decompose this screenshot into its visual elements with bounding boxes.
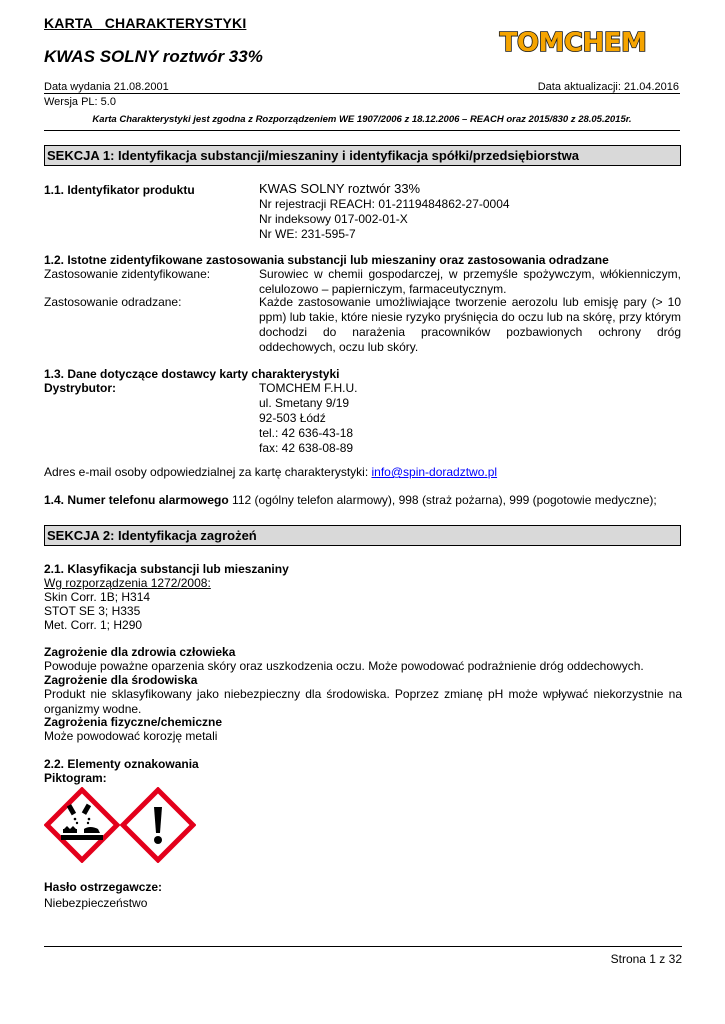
distributor-name: TOMCHEM F.H.U. xyxy=(259,381,358,395)
footer-divider xyxy=(44,946,682,947)
phys-title: Zagrożenia fizyczne/chemiczne xyxy=(44,715,223,729)
section-1-header: SEKCJA 1: Identyfikacja substancji/mieszaniny i identyfikacja spółki/przedsiębiorstwa xyxy=(44,145,681,166)
product-name: KWAS SOLNY roztwór 33% xyxy=(259,181,421,196)
page-number: Strona 1 z 32 xyxy=(610,952,682,966)
header-divider xyxy=(44,93,680,94)
distributor-city: 92-503 Łódź xyxy=(259,411,326,425)
env-text: Produkt nie sklasyfikowany jako niebezpieczny dla środowiska. Poprzez zmianę pH może wpływać niekorzystnie na organizmy wodne. xyxy=(44,687,682,716)
emergency-line xyxy=(44,493,657,508)
uses-advised-label: Zastosowanie odradzane: xyxy=(44,295,182,309)
pictogram-label: Piktogram: xyxy=(44,771,107,785)
s11-label: 1.1. Identyfikator produktu xyxy=(44,183,195,197)
uses-advised-text: Każde zastosowanie umożliwiające tworzenie aerozolu lub emisję pary (> 10 ppm) lub takie, które niesie ryzyko pryśnięcia do oczu lub na skórę, przy którym dochodzi do narażenia pracowników pozbawionych ochrony dróg oddechowych, oczu lub skóry. xyxy=(259,295,681,354)
uses-identified-label: Zastosowanie zidentyfikowane: xyxy=(44,267,211,281)
section-2-header: SEKCJA 2: Identyfikacja zagrożeń xyxy=(44,525,681,546)
distributor-label: Dystrybutor: xyxy=(44,381,117,395)
health-text: Powoduje poważne oparzenia skóry oraz uszkodzenia oczu. Może powodować podrażnienie dróg oddechowych. xyxy=(44,659,644,673)
index-number: Nr indeksowy 017-002-01-X xyxy=(259,212,408,226)
corrosion-pictogram-icon xyxy=(44,787,120,863)
we-number: Nr WE: 231-595-7 xyxy=(259,227,356,241)
product-title: KWAS SOLNY roztwór 33% xyxy=(44,47,263,66)
signal-word: Niebezpieczeństwo xyxy=(44,896,148,910)
email-line xyxy=(44,465,497,480)
header-divider-2 xyxy=(44,130,680,131)
update-date: Data aktualizacji: 21.04.2016 xyxy=(537,81,679,93)
uses-identified-text: Surowiec w chemii gospodarczej, w przemyśle spożywczym, włókienniczym, celulozowo – papierniczym, farmaceutycznym. xyxy=(259,267,681,296)
regulation-ref: Wg rozporządzenia 1272/2008: xyxy=(44,576,211,590)
version: Wersja PL: 5.0 xyxy=(44,96,116,108)
s22-title: 2.2. Elementy oznakowania xyxy=(44,757,199,771)
issue-date: Data wydania 21.08.2001 xyxy=(44,81,169,93)
email-link[interactable]: info@spin-doradztwo.pl xyxy=(371,465,498,479)
distributor-street: ul. Smetany 9/19 xyxy=(259,396,350,410)
s21-title: 2.1. Klasyfikacja substancji lub mieszaniny xyxy=(44,562,289,576)
signal-label: Hasło ostrzegawcze: xyxy=(44,880,163,894)
reach-number: Nr rejestracji REACH: 01-2119484862-27-0004 xyxy=(259,197,510,211)
phys-text: Może powodować korozję metali xyxy=(44,729,218,743)
logo-text: TOMCHEM xyxy=(499,28,647,58)
regulation-note: Karta Charakterystyki jest zgodna z Rozporządzeniem WE 1907/2006 z 18.12.2006 – REACH oraz 2015/830 z 28.05.2015r. xyxy=(92,114,632,125)
document-type: KARTA CHARAKTERYSTYKI xyxy=(44,15,247,31)
s14-label: 1.4. Numer telefonu alarmowego xyxy=(44,493,229,507)
health-title: Zagrożenie dla zdrowia człowieka xyxy=(44,645,236,659)
s12-title: 1.2. Istotne zidentyfikowane zastosowania substancji lub mieszaniny oraz zastosowania odradzane xyxy=(44,253,609,267)
email-label: Adres e-mail osoby odpowiedzialnej za kartę charakterystyki: xyxy=(44,465,372,479)
tomchem-logo xyxy=(498,22,648,60)
class-skin-corr: Skin Corr. 1B; H314 xyxy=(44,590,151,604)
env-title: Zagrożenie dla środowiska xyxy=(44,673,198,687)
distributor-fax: fax: 42 638-08-89 xyxy=(259,441,354,455)
distributor-phone: tel.: 42 636-43-18 xyxy=(259,426,354,440)
s14-text: 112 (ogólny telefon alarmowy), 998 (straż pożarna), 999 (pogotowie medyczne); xyxy=(228,493,657,507)
class-stot: STOT SE 3; H335 xyxy=(44,604,141,618)
class-met-corr: Met. Corr. 1; H290 xyxy=(44,618,143,632)
exclamation-pictogram-icon xyxy=(120,787,196,863)
s13-title: 1.3. Dane dotyczące dostawcy karty charakterystyki xyxy=(44,367,340,381)
